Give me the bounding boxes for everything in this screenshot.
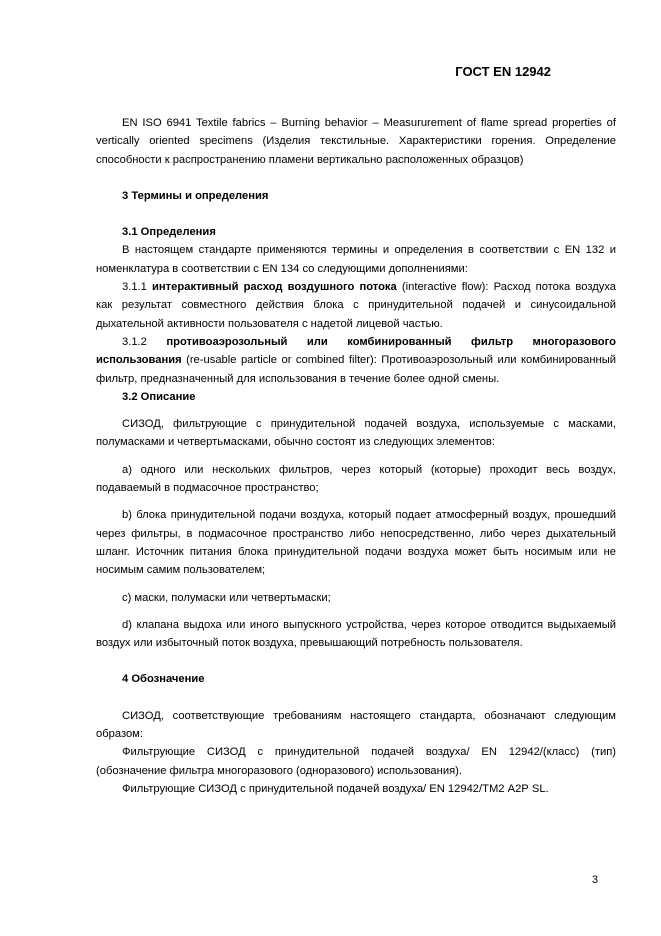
definition-3-1-1-text: (interactive flow): Расход потока воздуха как результат совместного действия блока с принудительной подачей и синусоидальной дыхательной активности пользователя с надетой лицевой частью. <box>96 281 617 330</box>
document-body <box>96 114 616 798</box>
document-code-header: ГОСТ EN 12942 <box>455 64 551 79</box>
section-3-2-heading: 3.2 Описание <box>122 390 196 403</box>
section-4-heading: 4 Обозначение <box>122 673 205 686</box>
section-4-intro: СИЗОД, соответствующие требованиям настоящего стандарта, обозначают следующим образом: <box>96 709 616 741</box>
section-4-pattern: Фильтрующие СИЗОД с принудительной подачей воздуха/ EN 12942/(класс) (тип) (обозначение фильтра многоразового (одноразового) использования). <box>96 746 616 777</box>
section-3-2-intro: СИЗОД, фильтрующие с принудительной подачей воздуха, используемые с масками, полумасками и четвертьмасками, обычно состоят из следующих элементов: <box>96 418 616 449</box>
definition-3-1-2-term: противоаэрозольный или комбинированный фильтр многоразового использования <box>96 335 616 367</box>
section-3-1-heading: 3.1 Определения <box>122 226 216 239</box>
list-item-b: b) блока принудительной подачи воздуха, который подает атмосферный воздух, прошедший через фильтры, в подмасочное пространство либо непосредственно, либо через дыхательный шланг. Источник питания блока принудительной подачи воздуха может быть носимым или не носимым самим пользователем; <box>96 509 616 577</box>
definition-3-1-1 <box>96 278 616 333</box>
definition-3-1-1-term: интерактивный расход воздушного потока <box>152 281 397 294</box>
section-3-1-intro: В настоящем стандарте применяются термины и определения в соответствии с EN 132 и номенклатура в соответствии с EN 134 со следующими дополнениями: <box>96 244 616 275</box>
page-number: 3 <box>591 874 598 886</box>
definition-3-1-2 <box>96 333 616 388</box>
reference-iso-6941: EN ISO 6941 Textile fabrics – Burning behavior – Measururement of flame spread properties of vertically oriented specimens (Изделия текстильные. Характеристики горения. Определение способности к распространению пламени вертикально расположенных образцов) <box>96 117 616 166</box>
definition-3-1-2-text: (re-usable particle or combined filter): Противоаэрозольный или комбинированный фильтр, предназначенный для использования в течение более одной смены. <box>96 354 616 385</box>
definition-3-1-1-number: 3.1.1 <box>122 281 147 294</box>
list-item-c: с) маски, полумаски или четвертьмаски; <box>122 591 331 604</box>
list-item-d: d) клапана выдоха или иного выпускного устройства, через которое отводится выдыхаемый воздух или избыточный поток воздуха, превышающий потребность пользователя. <box>96 618 616 650</box>
definition-3-1-2-number: 3.1.2 <box>122 335 147 348</box>
section-4-example: Фильтрующие СИЗОД с принудительной подачей воздуха/ EN 12942/ТМ2 А2Р SL. <box>122 782 549 795</box>
section-3-heading: 3 Термины и определения <box>122 189 269 202</box>
list-item-a: а) одного или нескольких фильтров, через который (которые) проходит весь воздух, подаваемый в подмасочное пространство; <box>96 463 616 495</box>
